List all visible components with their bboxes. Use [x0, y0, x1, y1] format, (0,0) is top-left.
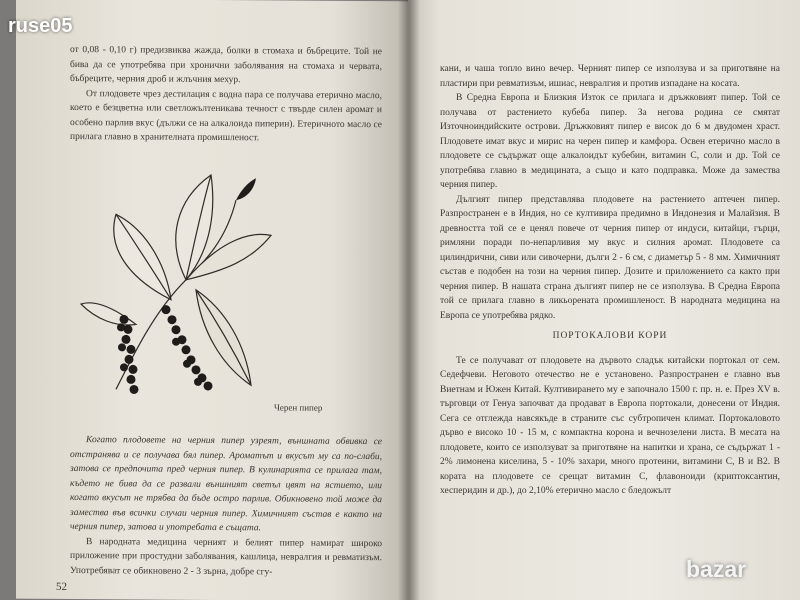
black-pepper-illustration [76, 159, 286, 420]
left-paragraph: В народната медицина черният и белият пипер намират широко приложение при простудни заболявания, кашлица, невралгия и ревматизъм. Употребяват се обикновено 2 - 3 зърна, добре сгу- [70, 536, 382, 577]
left-page [16, 0, 412, 600]
right-paragraph: кани, и чаша топло вино вечер. Черният пипер се използува и за приготвяне на пластири при ревматизъм, ишиас, невралгия и против изпадане на косата. [440, 64, 780, 89]
figure-caption: Черен пипер [274, 402, 323, 413]
book-gutter [398, 0, 420, 600]
left-paragraph: от 0,08 - 0,10 г) предизвиква жажда, болки в стомаха и бъбреците. Той не бива да се употребява при хронични заболявания на стомаха и червата, бъбреците, черния дроб и жлъчния мехур. [70, 44, 382, 86]
left-paragraph: От плодовете чрез дестилация с водна пара се получава етерично масло, което е безцветна или светложълтеникава течност с твърде силен аромат и особено парлив вкус (дължи се на алкалоида пиперин). Етеричното масло се прилага главно в хранителната промишленост. [70, 88, 382, 144]
right-paragraph: Дългият пипер представлява плодовете на растението аптечен пипер. Разпространен е в Индия, но се култивира предимно в Индонезия и Малайзия. В древността той се е ценял повече от черния пипер от индуси, китайци, гърци, римляни поради по-непарливия му вкус и силния аромат. Плодовете са цилиндрични, сиви или сивочерни, дълги 2 - 6 см, с диаметър 5 - 8 мм. Химичният състав е подобен на този на черния пипер. Дозите и приложението са както при черния пипер. В нашата страна дългият пипер не се използува. В Средна Европа той се прилага главно в ликьорената промишленост. В народната медицина на Европа се употребява рядко. [440, 194, 780, 321]
left-top-text [70, 43, 382, 147]
left-bottom-text [70, 433, 382, 580]
site-logo: bazar [686, 556, 747, 582]
watermark-text: ruse05 [8, 15, 73, 37]
section-heading: ПОРТОКАЛОВИ КОРИ [552, 331, 668, 341]
right-paragraph: В Средна Европа и Близкия Изток се прилага и дръжковият пипер. Той се получава от растението кубеба пипер. За негова родина се смятат Източноиндийските острови. Дръжковият пипер е висок до 6 м двудомен храст. Плодовете имат вкус и мирис на черен пипер и камфора. Освен етерично масло в плодовете се съдържат още алкалоидът кубебин, витамин С, соли и др. Той се употребява главно в медицината, а също и като подправка. Може да замества черния пипер. [440, 93, 780, 190]
page-number: 52 [56, 580, 67, 593]
right-page [408, 0, 800, 600]
left-paragraph: Когато плодовете на черния пипер узреят, външната обвивка се отстранява и се получава бял пипер. Ароматът и вкусът му са по-слаби, затова се предпочита пред черния пипер. В кулинарията се прилага там, където не бива да се развали външният светъл цвят на ястието, или когато вкусът не трябва да бъде остро парлив. Обикновено той може да замества във всички случаи черния пипер. Химичният състав е както на черния пипер, затова и употребата е същата. [70, 435, 382, 534]
right-paragraph: Те се получават от плодовете на дървото сладък китайски портокал от сем. Седефчеви. Неговото отечество не е установено. Разпространен е главно във Виетнам и Южен Китай. Култивирането му е започнало 1500 г. пр. н. е. През XV в. търговци от Генуа започват да продават в Европа портокали, донесени от Индия. Сега се отглежда навсякъде в страните със субтропичен климат. Портокаловото дърво е високо 10 - 15 м, с компактна корона и вечнозелени листа. В месата на плодовете, които се използуват за приготвяне на напитки и храна, се съдържат 1 - 2% лимонена киселина, 5 - 10% захари, много протеини, витамини С, В и В2. В кората на плодовете се срещат витамин С, флавоноиди (криптоксантин, хесперидин и др.), до 2,10% етерично масло с бледожълт [440, 355, 780, 496]
right-top-text [440, 62, 780, 499]
